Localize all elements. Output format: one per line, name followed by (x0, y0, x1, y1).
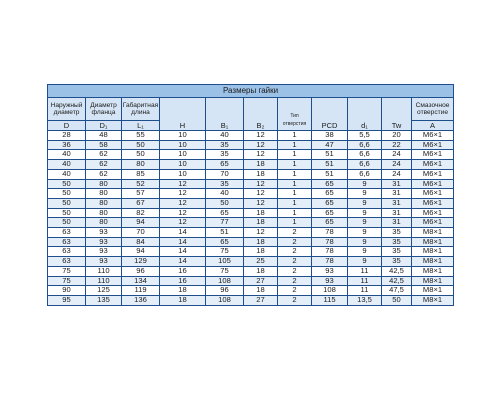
header-name-overall-length: Габаритная длина (122, 98, 160, 121)
header-name-lube-hole: Смазочное отверстие (412, 98, 454, 121)
cell-b2: 18 (244, 286, 278, 296)
header-symbol-l1: L₁ (122, 121, 160, 131)
cell-pcd: 115 (312, 295, 348, 305)
cell-b1: 51 (206, 228, 244, 238)
cell-h: 16 (160, 276, 206, 286)
cell-pcd: 78 (312, 237, 348, 247)
cell-d1-hole: 9 (348, 189, 382, 199)
cell-d: 40 (48, 169, 86, 179)
cell-b1: 65 (206, 160, 244, 170)
cell-b1: 65 (206, 208, 244, 218)
cell-b2: 18 (244, 160, 278, 170)
cell-a: M8×1 (412, 237, 454, 247)
cell-pcd: 38 (312, 131, 348, 141)
cell-d: 28 (48, 131, 86, 141)
cell-tw: 31 (382, 179, 412, 189)
cell-b1: 108 (206, 295, 244, 305)
cell-tw: 50 (382, 295, 412, 305)
cell-tw: 35 (382, 228, 412, 238)
cell-b2: 12 (244, 189, 278, 199)
cell-hole-type: 1 (278, 179, 312, 189)
cell-d1-flange: 93 (86, 237, 122, 247)
cell-a: M6×1 (412, 208, 454, 218)
cell-tw: 24 (382, 160, 412, 170)
cell-l1: 96 (122, 266, 160, 276)
table-row (48, 295, 454, 305)
cell-d1-hole: 6,6 (348, 169, 382, 179)
cell-h: 10 (160, 160, 206, 170)
header-pcd: PCD (312, 98, 348, 131)
cell-d1-hole: 9 (348, 208, 382, 218)
cell-d1-flange: 80 (86, 179, 122, 189)
cell-d1-flange: 62 (86, 160, 122, 170)
cell-h: 10 (160, 169, 206, 179)
cell-d1-hole: 6,6 (348, 150, 382, 160)
cell-pcd: 93 (312, 276, 348, 286)
cell-l1: 84 (122, 237, 160, 247)
cell-d: 95 (48, 295, 86, 305)
header-symbol-d: D (48, 121, 86, 131)
cell-d1-hole: 6,6 (348, 160, 382, 170)
cell-pcd: 65 (312, 189, 348, 199)
header-b2: B₂ (244, 98, 278, 131)
cell-h: 14 (160, 228, 206, 238)
cell-hole-type: 2 (278, 286, 312, 296)
cell-hole-type: 2 (278, 247, 312, 257)
cell-a: M6×1 (412, 218, 454, 228)
cell-d: 63 (48, 257, 86, 267)
cell-h: 18 (160, 286, 206, 296)
cell-tw: 24 (382, 150, 412, 160)
cell-h: 10 (160, 140, 206, 150)
cell-b2: 12 (244, 150, 278, 160)
cell-h: 10 (160, 150, 206, 160)
cell-a: M8×1 (412, 276, 454, 286)
cell-a: M8×1 (412, 247, 454, 257)
cell-l1: 67 (122, 198, 160, 208)
cell-d: 36 (48, 140, 86, 150)
cell-hole-type: 1 (278, 160, 312, 170)
cell-d1-hole: 9 (348, 247, 382, 257)
cell-d: 50 (48, 218, 86, 228)
cell-d1-hole: 5,5 (348, 131, 382, 141)
cell-h: 10 (160, 131, 206, 141)
cell-h: 12 (160, 189, 206, 199)
cell-h: 12 (160, 179, 206, 189)
table-row (48, 169, 454, 179)
cell-d: 50 (48, 208, 86, 218)
cell-hole-type: 1 (278, 189, 312, 199)
cell-hole-type: 1 (278, 131, 312, 141)
table-title: Размеры гайки (48, 85, 454, 98)
table-row (48, 198, 454, 208)
header-symbol-a: A (412, 121, 454, 131)
cell-hole-type: 1 (278, 208, 312, 218)
cell-b1: 75 (206, 247, 244, 257)
header-name-outer-diameter: Наружный диаметр (48, 98, 86, 121)
cell-b2: 12 (244, 131, 278, 141)
header-d1-small: d₁ (348, 98, 382, 131)
cell-hole-type: 2 (278, 228, 312, 238)
cell-h: 12 (160, 208, 206, 218)
cell-d1-hole: 11 (348, 286, 382, 296)
cell-l1: 50 (122, 140, 160, 150)
cell-hole-type: 2 (278, 237, 312, 247)
table-row (48, 160, 454, 170)
cell-b1: 35 (206, 150, 244, 160)
cell-b1: 108 (206, 276, 244, 286)
cell-l1: 134 (122, 276, 160, 286)
cell-tw: 35 (382, 247, 412, 257)
table-row (48, 276, 454, 286)
cell-pcd: 65 (312, 208, 348, 218)
cell-a: M8×1 (412, 228, 454, 238)
cell-a: M8×1 (412, 286, 454, 296)
cell-l1: 50 (122, 150, 160, 160)
cell-d1-hole: 9 (348, 198, 382, 208)
cell-hole-type: 1 (278, 198, 312, 208)
cell-l1: 119 (122, 286, 160, 296)
cell-tw: 35 (382, 237, 412, 247)
cell-d1-flange: 80 (86, 218, 122, 228)
cell-tw: 42,5 (382, 266, 412, 276)
cell-h: 18 (160, 295, 206, 305)
cell-b1: 65 (206, 237, 244, 247)
cell-d1-flange: 48 (86, 131, 122, 141)
cell-b2: 27 (244, 276, 278, 286)
header-b1: B₁ (206, 98, 244, 131)
cell-tw: 31 (382, 189, 412, 199)
cell-l1: 94 (122, 247, 160, 257)
cell-pcd: 93 (312, 266, 348, 276)
cell-b1: 40 (206, 131, 244, 141)
cell-d1-flange: 93 (86, 257, 122, 267)
cell-a: M6×1 (412, 169, 454, 179)
cell-a: M6×1 (412, 160, 454, 170)
table-row (48, 179, 454, 189)
cell-pcd: 65 (312, 218, 348, 228)
cell-tw: 22 (382, 140, 412, 150)
cell-d1-hole: 11 (348, 266, 382, 276)
header-symbol-d1: D₁ (86, 121, 122, 131)
cell-d1-hole: 9 (348, 218, 382, 228)
table-row (48, 266, 454, 276)
header-tw: Tw (382, 98, 412, 131)
cell-d: 50 (48, 179, 86, 189)
cell-d1-hole: 9 (348, 179, 382, 189)
table-row (48, 131, 454, 141)
cell-h: 12 (160, 198, 206, 208)
cell-d: 40 (48, 160, 86, 170)
cell-l1: 82 (122, 208, 160, 218)
cell-tw: 47,5 (382, 286, 412, 296)
cell-d1-flange: 135 (86, 295, 122, 305)
cell-tw: 24 (382, 169, 412, 179)
cell-tw: 42,5 (382, 276, 412, 286)
table-row (48, 257, 454, 267)
cell-pcd: 65 (312, 198, 348, 208)
cell-l1: 80 (122, 160, 160, 170)
cell-h: 12 (160, 218, 206, 228)
table-row (48, 189, 454, 199)
cell-b2: 25 (244, 257, 278, 267)
nut-dimensions-table (47, 84, 454, 306)
cell-pcd: 78 (312, 247, 348, 257)
cell-b2: 12 (244, 179, 278, 189)
cell-a: M6×1 (412, 140, 454, 150)
cell-b1: 70 (206, 169, 244, 179)
cell-tw: 31 (382, 208, 412, 218)
table-row (48, 237, 454, 247)
cell-pcd: 51 (312, 150, 348, 160)
cell-b2: 12 (244, 198, 278, 208)
cell-d1-hole: 6,6 (348, 140, 382, 150)
cell-h: 14 (160, 257, 206, 267)
cell-hole-type: 1 (278, 150, 312, 160)
table-row (48, 208, 454, 218)
table-row (48, 228, 454, 238)
cell-b1: 40 (206, 189, 244, 199)
cell-pcd: 51 (312, 160, 348, 170)
cell-a: M6×1 (412, 150, 454, 160)
cell-d1-flange: 80 (86, 189, 122, 199)
cell-hole-type: 2 (278, 257, 312, 267)
cell-d: 63 (48, 247, 86, 257)
cell-hole-type: 1 (278, 140, 312, 150)
cell-b2: 18 (244, 237, 278, 247)
cell-d1-flange: 93 (86, 247, 122, 257)
cell-b2: 12 (244, 228, 278, 238)
cell-d1-hole: 13,5 (348, 295, 382, 305)
cell-hole-type: 2 (278, 276, 312, 286)
cell-l1: 52 (122, 179, 160, 189)
cell-hole-type: 1 (278, 169, 312, 179)
cell-hole-type: 2 (278, 266, 312, 276)
cell-d: 50 (48, 189, 86, 199)
cell-b2: 18 (244, 266, 278, 276)
cell-pcd: 78 (312, 228, 348, 238)
cell-hole-type: 2 (278, 295, 312, 305)
cell-d1-hole: 11 (348, 276, 382, 286)
cell-d1-flange: 62 (86, 169, 122, 179)
header-hole-type: Тип отверстия (278, 98, 312, 131)
cell-l1: 70 (122, 228, 160, 238)
cell-d1-hole: 9 (348, 237, 382, 247)
cell-d: 40 (48, 150, 86, 160)
nut-dimensions-table-container (47, 84, 453, 306)
header-name-flange-diameter: Диаметр фланца (86, 98, 122, 121)
cell-l1: 55 (122, 131, 160, 141)
cell-pcd: 65 (312, 179, 348, 189)
cell-d: 63 (48, 237, 86, 247)
cell-b2: 18 (244, 169, 278, 179)
table-row (48, 140, 454, 150)
cell-b1: 50 (206, 198, 244, 208)
cell-b1: 35 (206, 140, 244, 150)
cell-tw: 31 (382, 218, 412, 228)
cell-a: M6×1 (412, 179, 454, 189)
cell-pcd: 78 (312, 257, 348, 267)
cell-d: 75 (48, 266, 86, 276)
cell-d: 50 (48, 198, 86, 208)
cell-l1: 94 (122, 218, 160, 228)
cell-pcd: 47 (312, 140, 348, 150)
cell-b2: 18 (244, 208, 278, 218)
cell-a: M6×1 (412, 198, 454, 208)
cell-pcd: 108 (312, 286, 348, 296)
cell-pcd: 51 (312, 169, 348, 179)
cell-d1-flange: 110 (86, 276, 122, 286)
cell-d1-flange: 58 (86, 140, 122, 150)
cell-b1: 35 (206, 179, 244, 189)
cell-a: M8×1 (412, 266, 454, 276)
cell-tw: 35 (382, 257, 412, 267)
cell-h: 16 (160, 266, 206, 276)
cell-b2: 18 (244, 218, 278, 228)
cell-d: 75 (48, 276, 86, 286)
table-row (48, 286, 454, 296)
cell-d1-flange: 80 (86, 198, 122, 208)
cell-h: 14 (160, 237, 206, 247)
cell-d: 63 (48, 228, 86, 238)
cell-d1-flange: 62 (86, 150, 122, 160)
cell-l1: 136 (122, 295, 160, 305)
cell-l1: 129 (122, 257, 160, 267)
cell-a: M6×1 (412, 189, 454, 199)
cell-tw: 31 (382, 198, 412, 208)
cell-d1-hole: 9 (348, 228, 382, 238)
cell-b1: 77 (206, 218, 244, 228)
cell-l1: 85 (122, 169, 160, 179)
cell-d1-flange: 93 (86, 228, 122, 238)
cell-a: M6×1 (412, 131, 454, 141)
cell-b2: 12 (244, 140, 278, 150)
cell-hole-type: 1 (278, 218, 312, 228)
cell-b1: 105 (206, 257, 244, 267)
cell-a: M8×1 (412, 257, 454, 267)
cell-d1-flange: 80 (86, 208, 122, 218)
cell-d1-flange: 110 (86, 266, 122, 276)
cell-d1-hole: 9 (348, 257, 382, 267)
cell-h: 14 (160, 247, 206, 257)
table-row (48, 218, 454, 228)
cell-b2: 27 (244, 295, 278, 305)
table-row (48, 247, 454, 257)
header-h: H (160, 98, 206, 131)
cell-a: M8×1 (412, 295, 454, 305)
cell-l1: 57 (122, 189, 160, 199)
cell-b2: 18 (244, 247, 278, 257)
table-row (48, 150, 454, 160)
table-body (48, 131, 454, 306)
cell-b1: 96 (206, 286, 244, 296)
cell-tw: 20 (382, 131, 412, 141)
cell-d: 90 (48, 286, 86, 296)
cell-d1-flange: 125 (86, 286, 122, 296)
cell-b1: 75 (206, 266, 244, 276)
